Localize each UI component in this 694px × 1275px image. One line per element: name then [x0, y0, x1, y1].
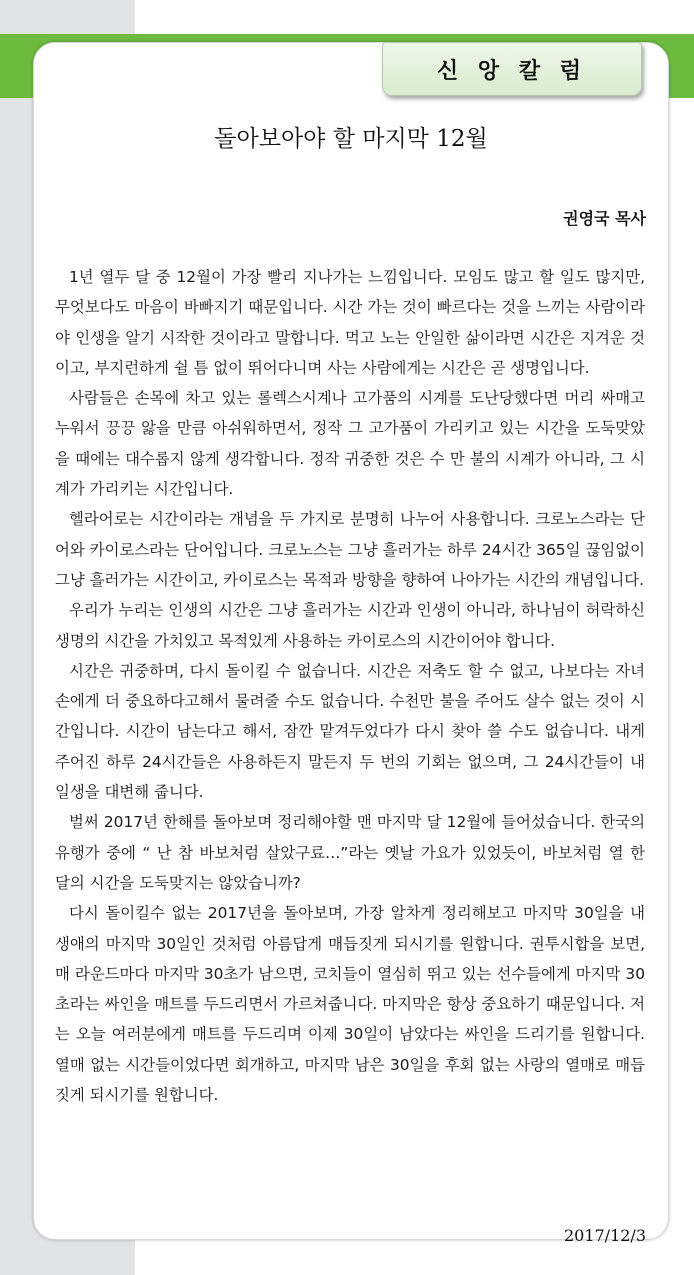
paragraph: 시간은 귀중하며, 다시 돌이킬 수 없습니다. 시간은 저축도 할 수 없고, 나보다는 자녀손에게 더 중요하다고해서 물려줄 수도 없습니다. 수천만 불을 주어도 살수 없는 것이 시간입니다. 시간이 남는다고 해서, 잠깐 맡겨두었다가 다시 찾아 쓸 수도 없습니다. 내게 주어진 하루 24시간들은 사용하든지 말든지 두 번의 기회는 없으며, 그 24시간들이 내 일생을 대변해 줍니다. — [55, 661, 645, 802]
section-label: 신 앙 칼 럼 — [437, 58, 587, 84]
section-tab — [382, 42, 642, 96]
article-title: 돌아보아야 할 마지막 12월 — [214, 126, 488, 152]
paragraph: 사람들은 손목에 차고 있는 롤렉스시계나 고가품의 시계를 도난당했다면 머리 싸매고 누워서 끙끙 앓을 만큼 아쉬워하면서, 정작 그 고가품이 가리키고 있는 시간을 도둑맞았을 때에는 대수롭지 않게 생각합니다. 정작 귀중한 것은 수 만 불의 시계가 아니라, 그 시계가 가리키는 시간입니다. — [55, 389, 645, 499]
paragraph: 우리가 누리는 인생의 시간은 그냥 흘러가는 시간과 인생이 아니라, 하나님이 허락하신 생명의 시간을 가치있고 목적있게 사용하는 카이로스의 시간이어야 합니다. — [55, 601, 645, 650]
paragraph: 헬라어로는 시간이라는 개념을 두 가지로 분명히 나누어 사용합니다. 크로노스라는 단어와 카이로스라는 단어입니다. 크로노스는 그냥 흘러가는 하루 24시간 365일 끊임없이 그냥 흘러가는 시간이고, 카이로스는 목적과 방향을 향하여 나아가는 시간의 개념입니다. — [55, 510, 645, 589]
paragraph: 다시 돌이킬수 없는 2017년을 돌아보며, 가장 알차게 정리해보고 마지막 30일을 내 생애의 마지막 30일인 것처럼 아름답게 매듭짓게 되시기를 원합니다. 권투시합을 보면, 매 라운드마다 마지막 30초가 남으면, 코치들이 열심히 뛰고 있는 선수들에게 마지막 30초라는 싸인을 매트를 두드리면서 가르쳐줍니다. 마지막은 항상 중요하기 때문입니다. 저는 오늘 여러분에게 매트를 두드리며 이제 30일이 남았다는 싸인을 드리기를 원합니다. 열매 없는 시간들이었다면 회개하고, 마지막 남은 30일을 후회 없는 사랑의 열매로 매듭짓게 되시기를 원합니다. — [55, 904, 645, 1105]
publish-date: 2017/12/3 — [563, 1226, 646, 1245]
paragraph: 1년 열두 달 중 12월이 가장 빨리 지나가는 느낌입니다. 모임도 많고 할 일도 많지만, 무엇보다도 마음이 바빠지기 때문입니다. 시간 가는 것이 빠르다는 것을 느끼는 사람이라야 인생을 알기 시작한 것이라고 말합니다. 먹고 노는 안일한 삶이라면 시간은 지겨운 것이고, 부지런하게 쉴 틈 없이 뛰어다니며 사는 사람에게는 시간은 곧 생명입니다. — [55, 268, 645, 377]
article-body — [55, 262, 645, 1110]
author-name: 권영국 목사 — [563, 209, 646, 228]
paragraph: 벌써 2017년 한해를 돌아보며 정리해야할 맨 마지막 달 12월에 들어섰습니다. 한국의 유행가 중에 “ 난 참 바보처럼 살았구료…”라는 옛날 가요가 있었듯이, 바보처럼 열 한 달의 시간을 도둑맞지는 않았습니까? — [55, 813, 645, 892]
